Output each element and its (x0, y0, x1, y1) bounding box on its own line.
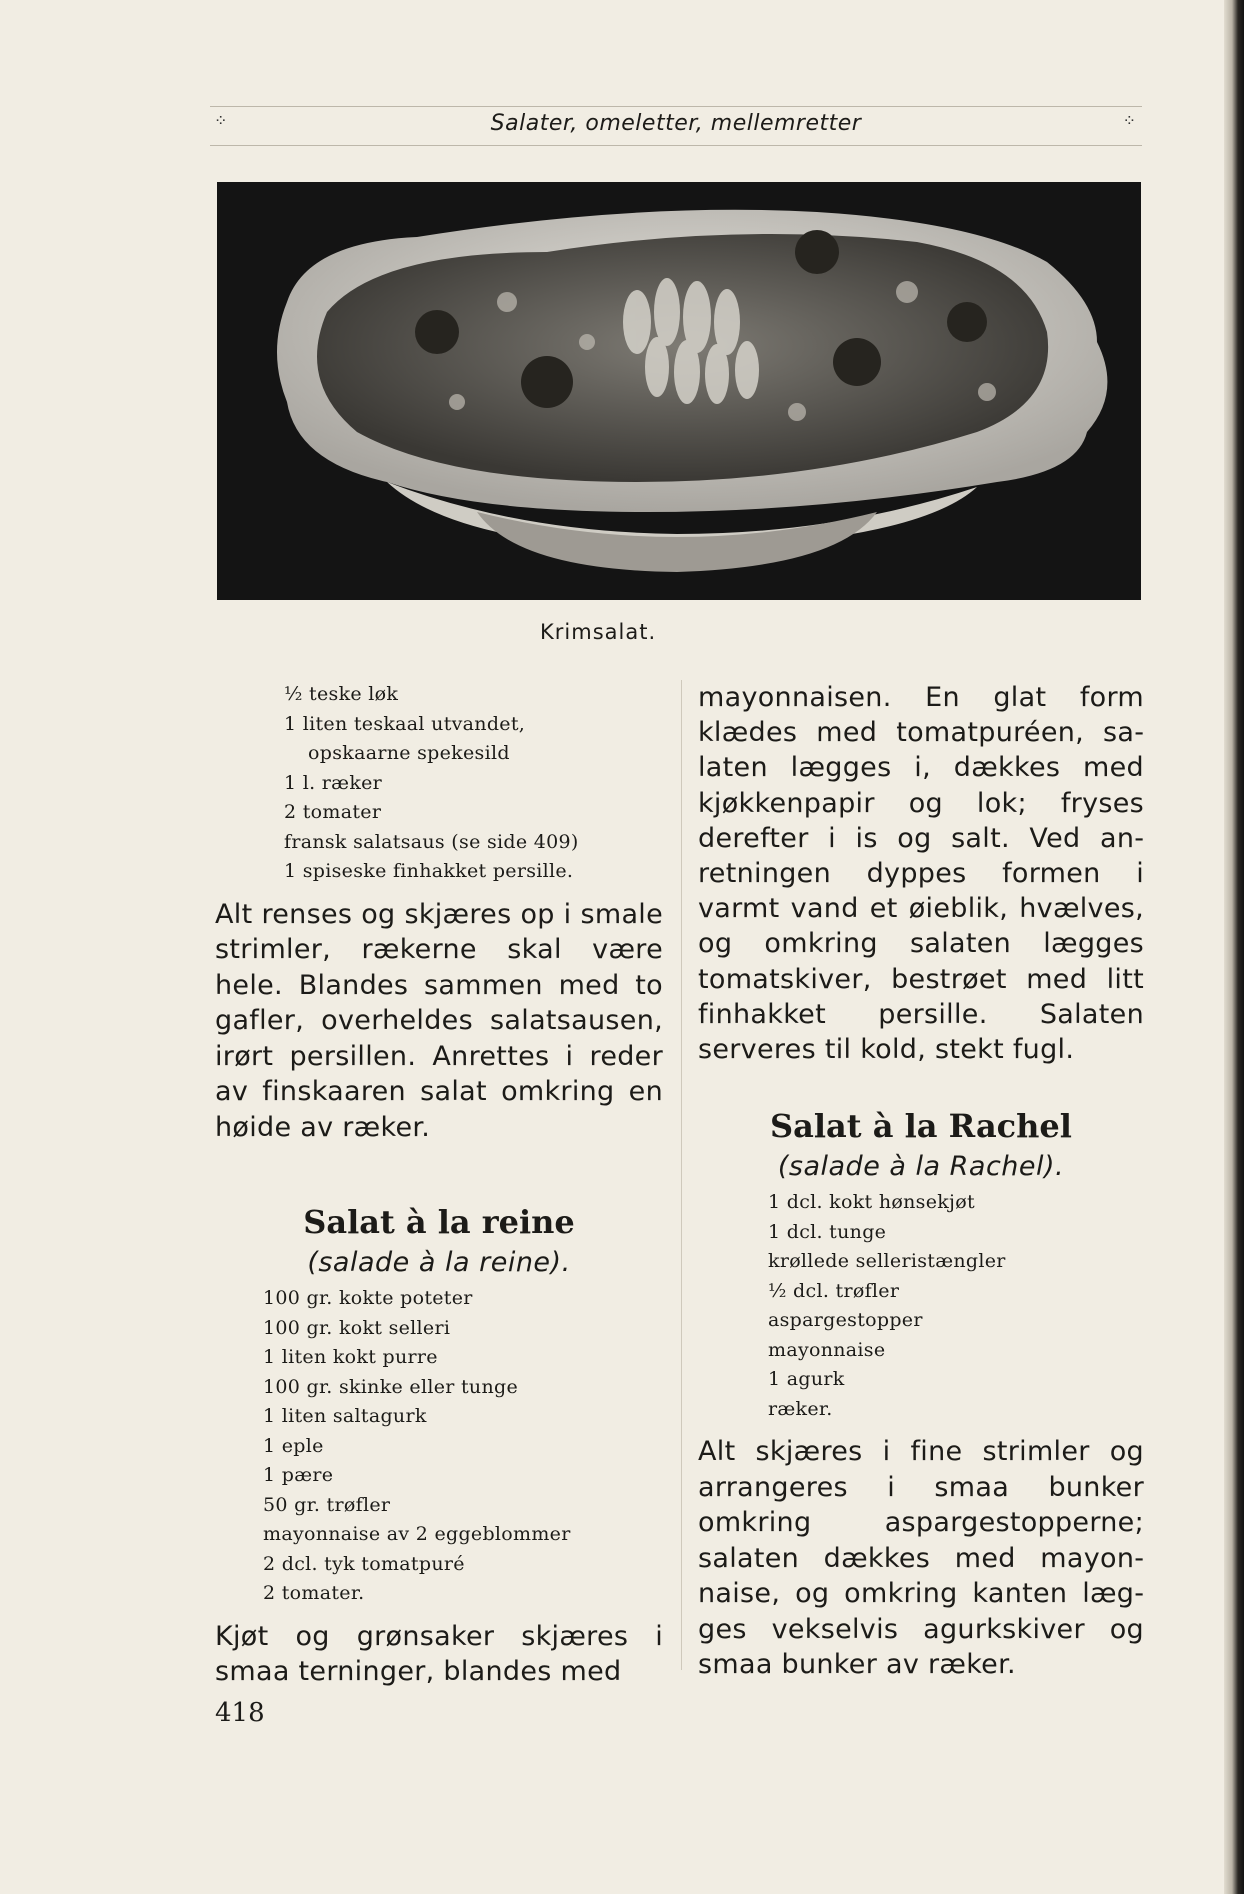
ingredient-item: 2 tomater (284, 801, 382, 823)
recipe-subtitle-rachel: (salade à la Rachel). (777, 1151, 1065, 1183)
ingredient-item: ½ dcl. trøfler (768, 1279, 900, 1302)
recipe-title-rachel: Salat à la Rachel (770, 1107, 1072, 1146)
reine-instructions: Kjøt og grønsaker skjæres i smaa terninger, blandes med (215, 1620, 663, 1687)
right-column (698, 680, 1144, 1683)
ornament-right: ⁘ (1122, 111, 1136, 130)
reine-instructions-continued: mayonnaisen. En glat form klædes med tomatpuréen, salaten lægges i, dækkes med kjøkkenpapir og lok; fryses derefter i is og salt. Ved anretningen dyppes formen i varmt vand et øieblik, hvælves, og omkring salaten lægges tomatskiver, bestrøet med litt finhakket persille. Salaten serveres til kold, stekt fugl. (698, 682, 1144, 1066)
krimsalat-instructions: Alt renses og skjæres op i smale strimler, rækerne skal være hele. Blandes sammen med to gafler, overheldes salatsausen, irørt persillen. Anrettes i reder av finskaaren salat omkring en høide av ræker. (215, 898, 663, 1143)
ingredient-item: 2 dcl. tyk tomatpuré (263, 1552, 465, 1575)
ingredient-item: 1 spiseske finhakket persille. (284, 860, 574, 882)
salad-dish-illustration (217, 182, 1141, 600)
ingredient-item: 1 agurk (768, 1368, 845, 1391)
salad-photo (217, 182, 1141, 600)
running-header (210, 106, 1142, 146)
ingredient-list-reine (215, 1284, 663, 1609)
ingredient-item: 1 liten saltagurk (263, 1405, 427, 1427)
photo-caption: Krimsalat. (540, 620, 657, 644)
running-header-title: Salater, omeletter, mellemretter (490, 111, 862, 136)
ingredient-item: 1 pære (263, 1464, 334, 1486)
left-column (215, 680, 663, 1690)
ingredient-item: 1 liten teskaal utvandet, (284, 712, 526, 735)
ingredient-item: 1 dcl. kokt hønsekjøt (768, 1191, 975, 1214)
ingredient-item: ½ teske løk (284, 683, 399, 705)
ingredient-item: 2 tomater. (263, 1582, 365, 1604)
page-number: 418 (215, 1698, 265, 1728)
ingredient-item: aspargestopper (768, 1309, 923, 1332)
rachel-instructions: Alt skjæres i fine strimler og arrangeres i smaa bunker omkring aspargestopperne; salaten dækkes med mayonnaise, og omkring kanten lægges vekselvis agurkskiver og smaa bunker av ræker. (698, 1436, 1144, 1681)
ingredient-list-krimsalat (215, 680, 663, 887)
recipe-title-reine: Salat à la reine (303, 1203, 575, 1241)
ingredient-item: opskaarne spekesild (308, 742, 510, 764)
ingredient-item: mayonnaise (768, 1338, 886, 1361)
page-edge (1224, 0, 1244, 1894)
ingredient-item: ræker. (768, 1397, 833, 1420)
ingredient-item: mayonnaise av 2 eggeblommer (263, 1523, 571, 1545)
ingredient-item: 1 eple (263, 1434, 324, 1457)
ingredient-item: 100 gr. kokte poteter (263, 1287, 473, 1309)
ingredient-item: 100 gr. skinke eller tunge (263, 1375, 518, 1398)
ingredient-item: 50 gr. trøfler (263, 1493, 391, 1516)
ingredient-item: 1 liten kokt purre (263, 1346, 438, 1368)
ingredient-item: 1 l. ræker (284, 771, 383, 794)
ingredient-item: 1 dcl. tunge (768, 1220, 887, 1243)
column-divider (681, 680, 682, 1670)
ingredient-item: krøllede selleristængler (768, 1250, 1006, 1273)
ingredient-item: 100 gr. kokt selleri (263, 1316, 451, 1339)
recipe-subtitle-reine: (salade à la reine). (307, 1247, 571, 1278)
ingredient-list-rachel (698, 1188, 1144, 1424)
ingredient-item: fransk salatsaus (se side 409) (284, 830, 579, 853)
ornament-left: ⁘ (214, 111, 228, 130)
